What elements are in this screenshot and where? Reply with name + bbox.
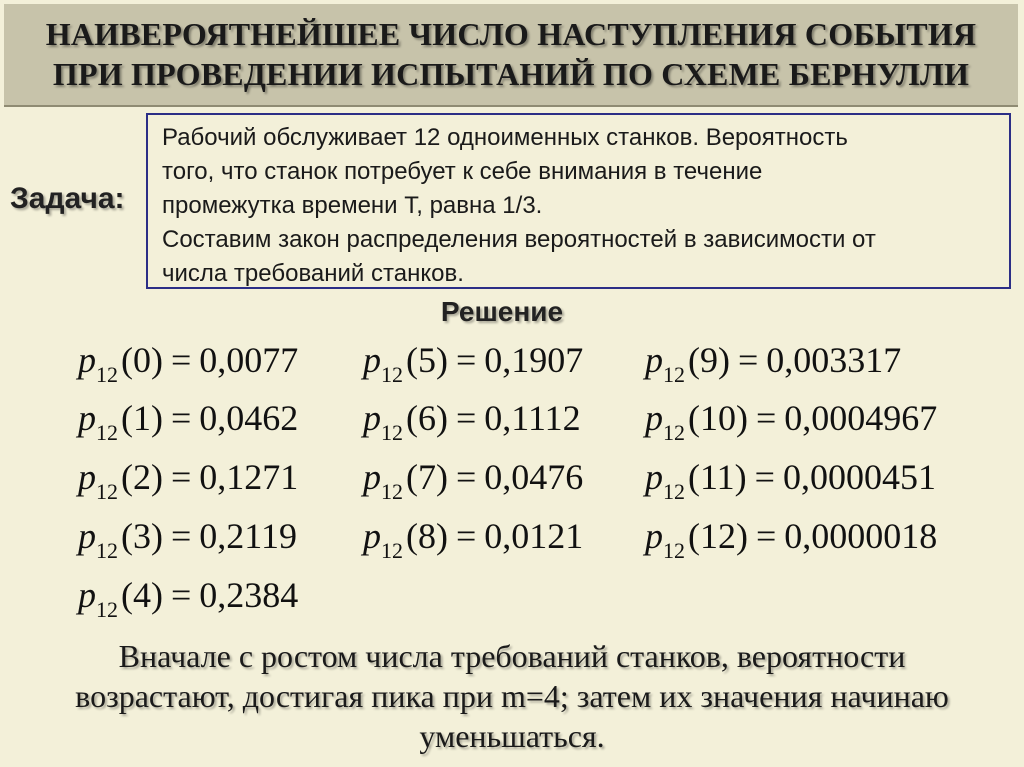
formula-subscript: 12 (663, 479, 685, 504)
formula-subscript: 12 (381, 420, 403, 445)
formula-argument: (12) (688, 516, 748, 556)
slide-title-line-1: НАИВЕРОЯТНЕЙШЕЕ ЧИСЛО НАСТУПЛЕНИЯ СОБЫТИЯ (45, 16, 977, 52)
conclusion-line-3: уменьшаться. (419, 718, 605, 754)
formula-equals: = (737, 340, 759, 380)
formula-p12-10 (645, 396, 938, 445)
formula-p12-0 (78, 338, 299, 387)
formula-subscript: 12 (96, 597, 118, 622)
formula-argument: (3) (121, 516, 163, 556)
formula-symbol: p (78, 457, 96, 497)
formula-value: 0,0000018 (784, 516, 938, 556)
formula-argument: (8) (406, 516, 448, 556)
formula-p12-4 (78, 573, 299, 622)
formula-value: 0,1907 (484, 340, 584, 380)
formula-argument: (1) (121, 398, 163, 438)
formula-equals: = (455, 457, 477, 497)
task-box (146, 113, 1011, 289)
formula-subscript: 12 (96, 538, 118, 563)
formula-subscript: 12 (96, 479, 118, 504)
formula-value: 0,0476 (484, 457, 584, 497)
formula-symbol: p (78, 575, 96, 615)
formula-equals: = (170, 516, 192, 556)
formula-symbol: p (363, 457, 381, 497)
formula-symbol: p (645, 340, 663, 380)
formula-equals: = (755, 398, 777, 438)
formula-argument: (7) (406, 457, 448, 497)
formula-argument: (4) (121, 575, 163, 615)
solution-title: Решение (440, 296, 564, 327)
formula-equals: = (455, 340, 477, 380)
formula-symbol: p (645, 457, 663, 497)
task-text-line-3: промежутка времени Т, равна 1/3. (162, 192, 543, 219)
conclusion-text (0, 636, 1024, 756)
formula-argument: (5) (406, 340, 448, 380)
formula-equals: = (455, 516, 477, 556)
task-text-line-4: Составим закон распределения вероятностей в зависимости от (162, 226, 876, 253)
formula-argument: (0) (121, 340, 163, 380)
formula-subscript: 12 (381, 479, 403, 504)
formula-symbol: p (363, 516, 381, 556)
formula-subscript: 12 (381, 538, 403, 563)
formula-equals: = (755, 516, 777, 556)
formula-value: 0,1271 (199, 457, 299, 497)
formula-subscript: 12 (96, 362, 118, 387)
formula-value: 0,2119 (199, 516, 297, 556)
formula-p12-1 (78, 396, 299, 445)
formula-symbol: p (78, 398, 96, 438)
formula-value: 0,0000451 (782, 457, 936, 497)
formula-subscript: 12 (663, 538, 685, 563)
formula-subscript: 12 (96, 420, 118, 445)
formula-symbol: p (78, 516, 96, 556)
formula-symbol: p (363, 398, 381, 438)
formula-value: 0,0121 (484, 516, 584, 556)
formula-argument: (10) (688, 398, 748, 438)
formula-equals: = (455, 398, 477, 438)
formula-symbol: p (78, 340, 96, 380)
task-text-line-5: числа требований станков. (162, 260, 464, 287)
formula-p12-12 (645, 514, 938, 563)
formula-p12-7 (363, 455, 584, 504)
formula-p12-6 (363, 396, 581, 445)
slide-title (4, 4, 1018, 107)
formula-p12-5 (363, 338, 584, 387)
conclusion-line-2: возрастают, достигая пика при m=4; затем их значения начинаю (75, 678, 949, 714)
formula-equals: = (170, 398, 192, 438)
formula-symbol: p (645, 516, 663, 556)
formula-equals: = (754, 457, 775, 497)
formula-argument: (2) (121, 457, 163, 497)
conclusion-line-1: Вначале с ростом числа требований станков, вероятности (118, 638, 906, 674)
formula-value: 0,003317 (766, 340, 902, 380)
formula-p12-11 (645, 455, 936, 504)
formula-p12-2 (78, 455, 299, 504)
task-text-line-1: Рабочий обслуживает 12 одноименных станков. Вероятность (162, 124, 848, 151)
formula-symbol: p (363, 340, 381, 380)
formula-argument: (9) (688, 340, 730, 380)
formula-equals: = (170, 457, 192, 497)
formula-value: 0,1112 (484, 398, 581, 438)
slide-title-line-2: ПРИ ПРОВЕДЕНИИ ИСПЫТАНИЙ ПО СХЕМЕ БЕРНУЛЛИ (52, 56, 970, 92)
formula-value: 0,0004967 (784, 398, 938, 438)
formula-value: 0,2384 (199, 575, 299, 615)
formula-value: 0,0462 (199, 398, 299, 438)
task-text-line-2: того, что станок потребует к себе внимания в течение (162, 158, 763, 185)
formula-p12-3 (78, 514, 297, 563)
formula-equals: = (170, 340, 192, 380)
formula-argument: (6) (406, 398, 448, 438)
formula-value: 0,0077 (199, 340, 299, 380)
formula-subscript: 12 (663, 362, 685, 387)
formula-subscript: 12 (663, 420, 685, 445)
task-label: Задача: (10, 182, 125, 215)
formula-equals: = (170, 575, 192, 615)
formula-p12-8 (363, 514, 584, 563)
formula-argument: (11) (688, 457, 747, 497)
formula-subscript: 12 (381, 362, 403, 387)
formula-symbol: p (645, 398, 663, 438)
formula-p12-9 (645, 338, 902, 387)
